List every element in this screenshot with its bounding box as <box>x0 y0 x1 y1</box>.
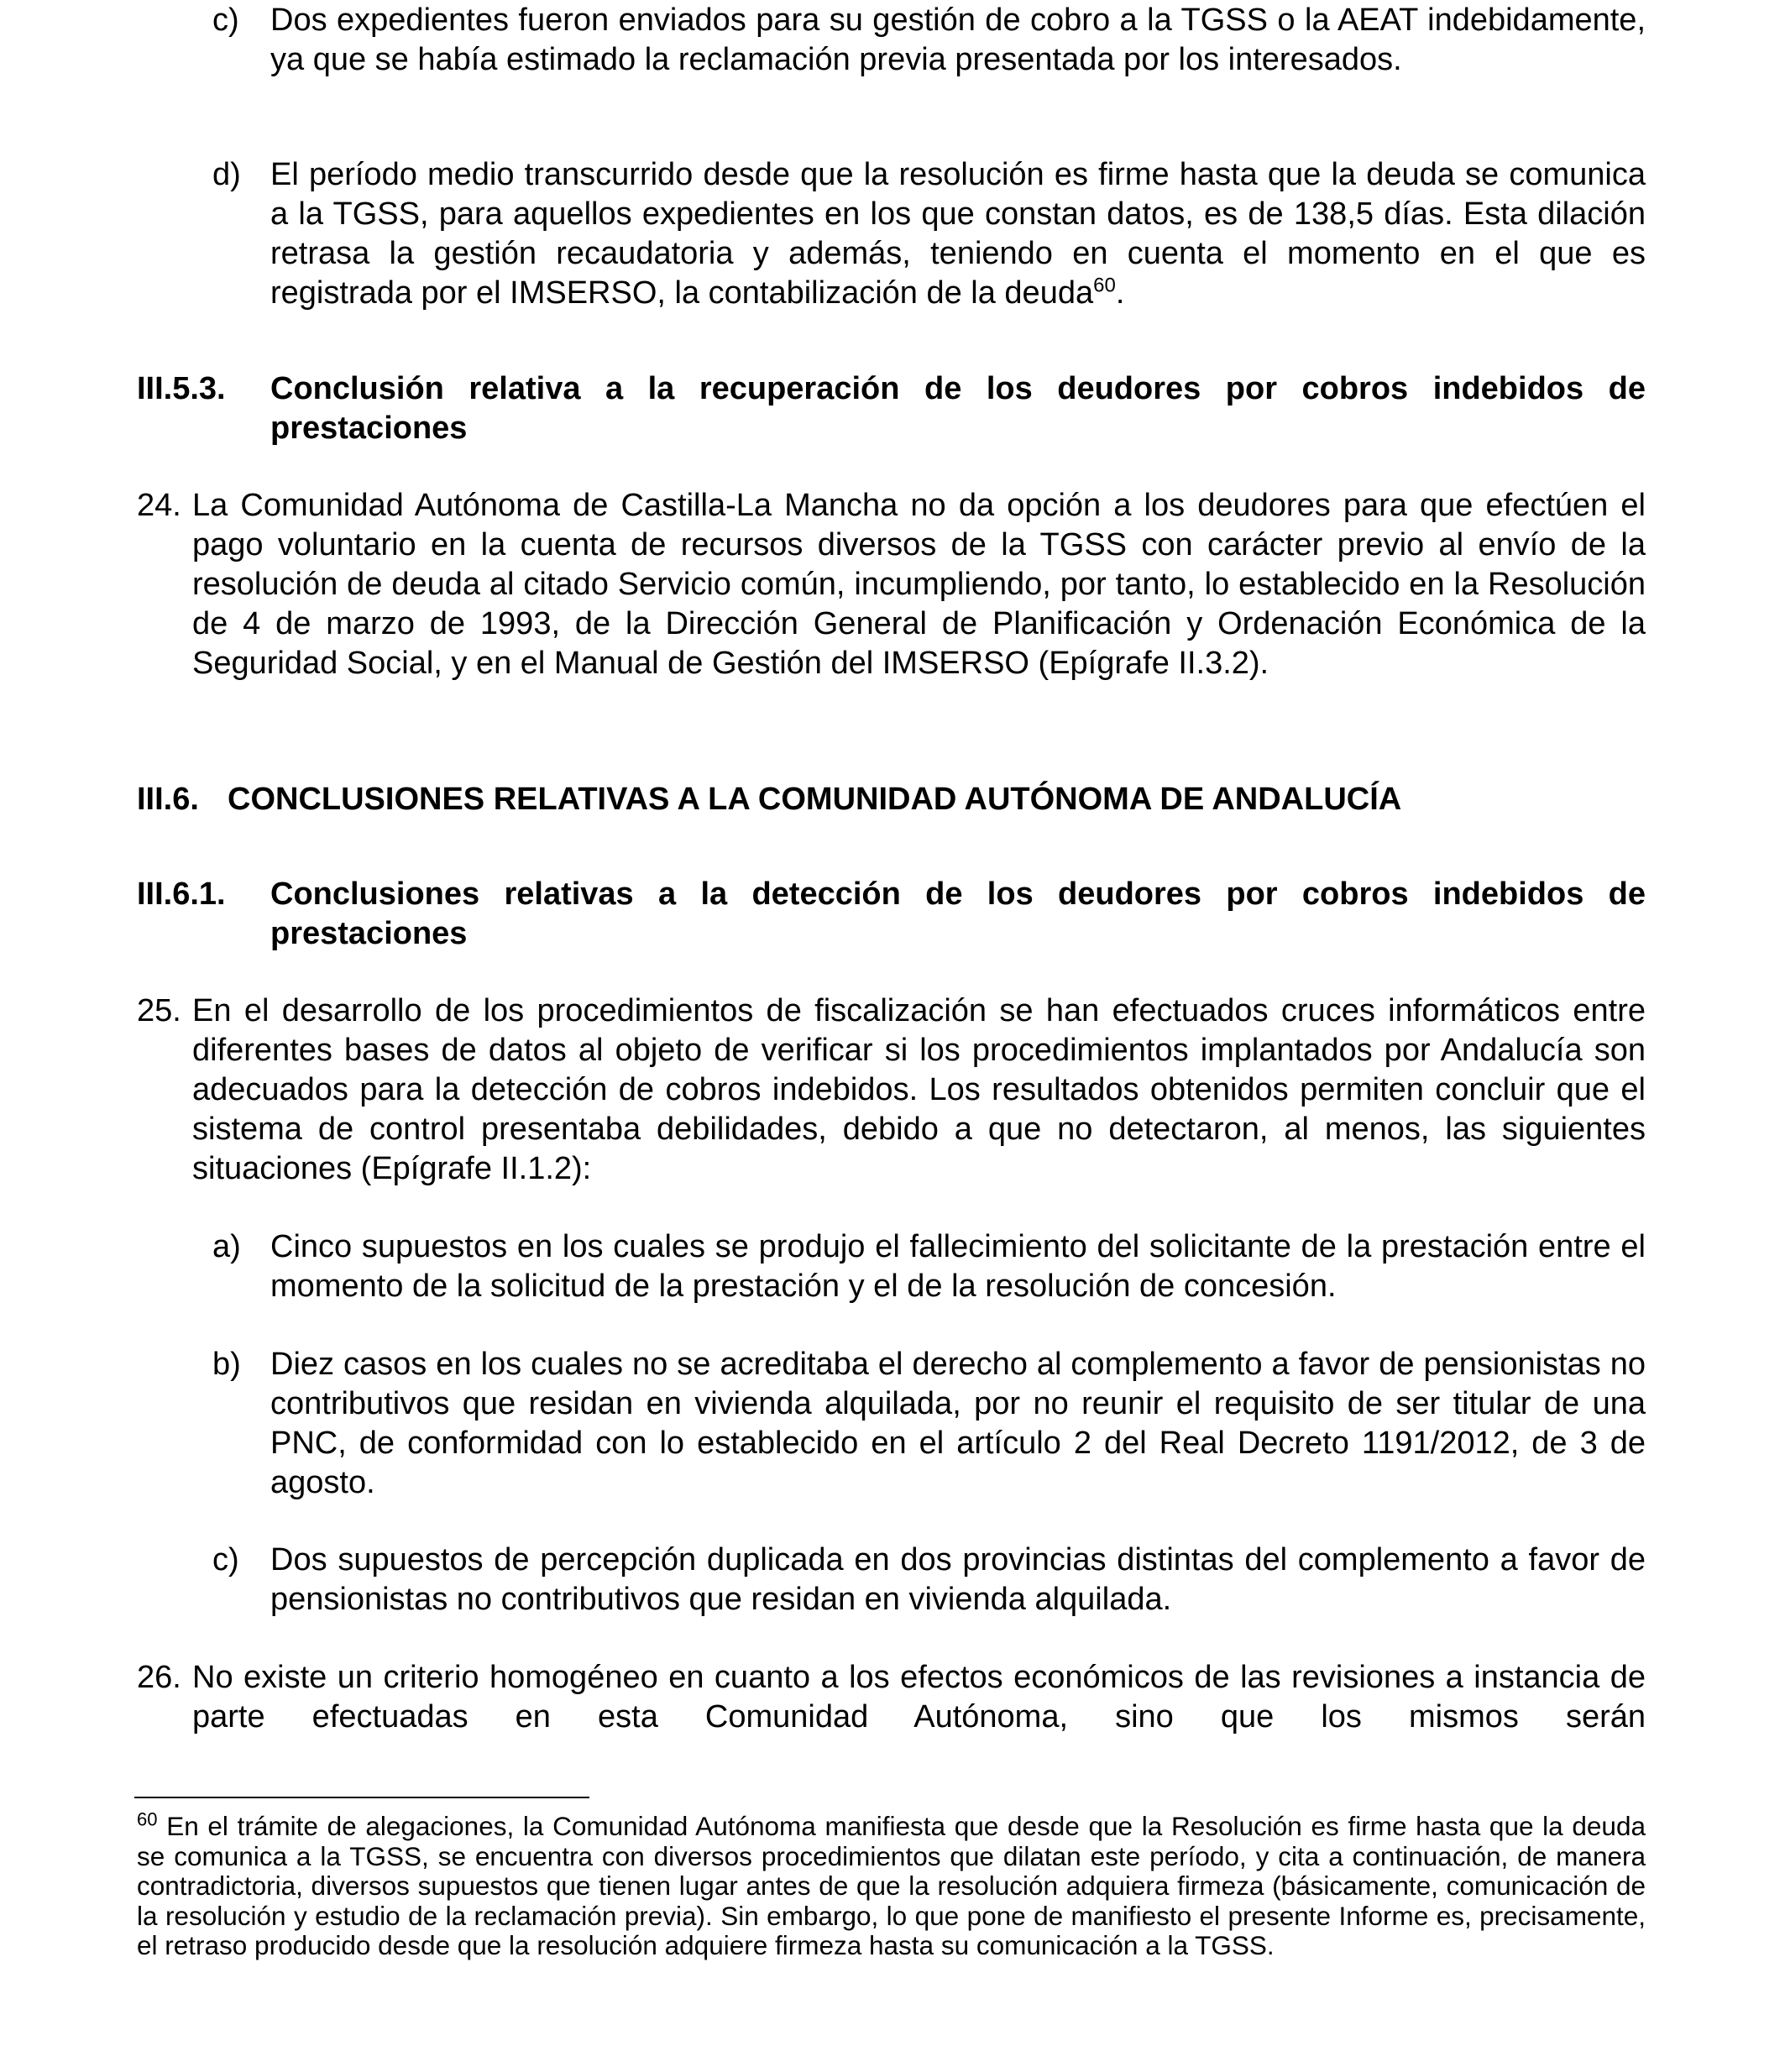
section-number: III.6. <box>137 782 199 817</box>
list-marker: a) <box>212 1229 241 1264</box>
list-item-text <box>270 155 1646 313</box>
section-title: Conclusión relativa a la recuperación de los deudores por cobros indebidos de prestaciones <box>270 371 1646 446</box>
footnote-divider <box>134 1797 589 1798</box>
section-title: CONCLUSIONES RELATIVAS A LA COMUNIDAD AUTÓNOMA DE ANDALUCÍA <box>228 782 1402 817</box>
paragraph-text: La Comunidad Autónoma de Castilla-La Mancha no da opción a los deudores para que efectúen el pago voluntario en la cuenta de recursos diversos de la TGSS con carácter previo al envío de la resolución de deuda al citado Servicio común, incumpliendo, por tanto, lo establecido en la Resolución de 4 de marzo de 1993, de la Dirección General de Planificación y Ordenación Económica de la Seguridad Social, y en el Manual de Gestión del IMSERSO (Epígrafe II.3.2). <box>192 488 1646 681</box>
paragraph-number: 26. <box>137 1660 181 1695</box>
paragraph-number: 24. <box>137 488 181 523</box>
footnote-reference[interactable]: 60 <box>1093 274 1116 297</box>
section-title: Conclusiones relativas a la detección de los deudores por cobros indebidos de prestaciones <box>270 876 1646 951</box>
list-item-end: . <box>1115 275 1125 311</box>
list-marker: d) <box>212 157 241 192</box>
list-marker: c) <box>212 3 239 38</box>
list-marker: b) <box>212 1347 241 1382</box>
footnote-text: En el trámite de alegaciones, la Comunidad Autónoma manifiesta que desde que la Resolución es firme hasta que la deuda se comunica a la TGSS, se encuentra con diversos procedimientos que dilatan este período, y cita a continuación, de manera contradictoria, diversos supuestos que tienen lugar antes de que la resolución adquiera firmeza (básicamente, comunicación de la resolución y estudio de la reclamación previa). Sin embargo, lo que pone de manifiesto el presente Informe es, precisamente, el retraso producido desde que la resolución adquiere firmeza hasta su comunicación a la TGSS. <box>137 1811 1646 1960</box>
paragraph-text: En el desarrollo de los procedimientos de fiscalización se han efectuados cruces informáticos entre diferentes bases de datos al objeto de verificar si los procedimientos implantados por Andalucía son adecuados para la detección de cobros indebidos. Los resultados obtenidos permiten concluir que el sistema de control presentaba debilidades, debido a que no detectaron, al menos, las siguientes situaciones (Epígrafe II.1.2): <box>192 993 1646 1186</box>
section-number: III.5.3. <box>137 371 226 406</box>
paragraph-text: No existe un criterio homogéneo en cuanto a los efectos económicos de las revisiones a instancia de parte efectuadas en esta Comunidad Autónoma, sino que los mismos serán <box>192 1660 1646 1735</box>
list-item-text: Diez casos en los cuales no se acreditaba el derecho al complemento a favor de pensionistas no contributivos que residan en vivienda alquilada, por no reunir el requisito de ser titular de una PNC, de conformidad con lo establecido en el artículo 2 del Real Decreto 1191/2012, de 3 de agosto. <box>270 1347 1646 1500</box>
list-item-text: Dos supuestos de percepción duplicada en dos provincias distintas del complemento a favor de pensionistas no contributivos que residan en vivienda alquilada. <box>270 1542 1646 1617</box>
list-item-text: Dos expedientes fueron enviados para su gestión de cobro a la TGSS o la AEAT indebidamente, ya que se había estimado la reclamación previa presentada por los interesados. <box>270 3 1646 77</box>
footnote-number: 60 <box>137 1808 158 1830</box>
list-marker: c) <box>212 1542 239 1578</box>
list-item-text: Cinco supuestos en los cuales se produjo el fallecimiento del solicitante de la prestación entre el momento de la solicitud de la prestación y el de la resolución de concesión. <box>270 1229 1646 1304</box>
footnote <box>137 1808 1646 1961</box>
list-item-body: El período medio transcurrido desde que la resolución es firme hasta que la deuda se comunica a la TGSS, para aquellos expedientes en los que constan datos, es de 138,5 días. Esta dilación retrasa la gestión recaudatoria y además, teniendo en cuenta el momento en el que es registrada por el IMSERSO, la contabilización de la deuda <box>270 157 1646 311</box>
paragraph-number: 25. <box>137 993 181 1028</box>
section-number: III.6.1. <box>137 876 226 912</box>
